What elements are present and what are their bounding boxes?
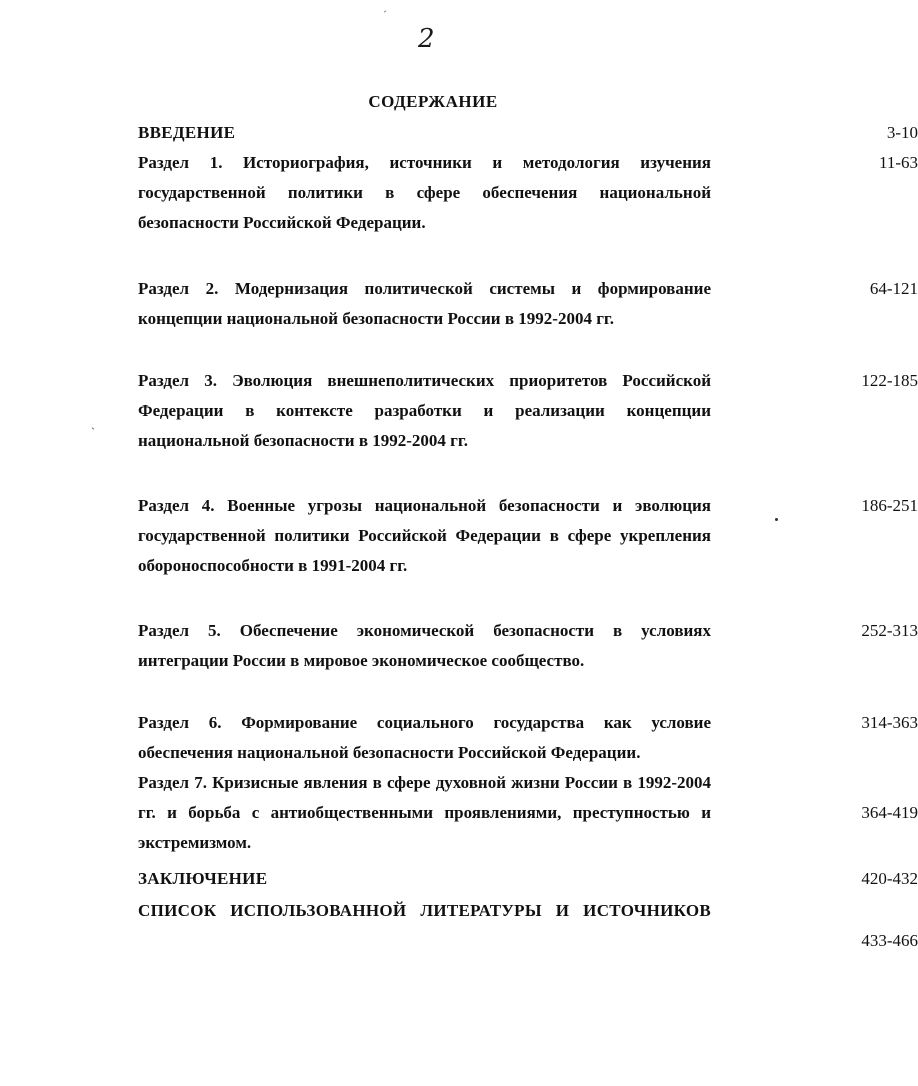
toc-entry-text: ВВЕДЕНИЕ	[138, 123, 236, 142]
toc-entry-section-7	[138, 768, 918, 858]
toc-entry-pages: 3-10	[886, 123, 918, 142]
toc-entry-text: СПИСОК ИСПОЛЬЗОВАННОЙ ЛИТЕРАТУРЫ И ИСТОЧНИКОВ	[138, 901, 711, 920]
page-title: СОДЕРЖАНИЕ	[368, 92, 498, 111]
toc-entry-text: Раздел 1. Историография, источники и методология изучения государственной политики в сфере обеспечения национальной безопасности Российской Федерации.	[138, 153, 711, 232]
toc-entry-pages: 11-63	[878, 153, 918, 172]
toc-entry-pages: 64-121	[869, 279, 918, 298]
toc-entry-pages: 252-313	[861, 621, 918, 640]
toc-entry-pages: 433-466	[861, 931, 918, 950]
toc-entry-text: Раздел 4. Военные угрозы национальной безопасности и эволюция государственной политики Российской Федерации в сфере укрепления обороноспособности в 1991-2004 гг.	[138, 496, 711, 575]
toc-entry-section-2	[138, 274, 918, 334]
toc-entry-section-3	[138, 366, 918, 456]
toc-entry-pages: 364-419	[861, 803, 918, 822]
toc-entry-section-1	[138, 148, 918, 238]
toc-entry-text: Раздел 5. Обеспечение экономической безопасности в условиях интеграции России в мировое экономическое сообщество.	[138, 621, 711, 670]
toc-entry-section-5	[138, 616, 918, 676]
toc-entry-pages: 186-251	[861, 496, 918, 515]
scan-speck: ˎ	[91, 416, 95, 430]
toc-entry-section-4	[138, 491, 918, 581]
toc-entry-conclusion	[138, 864, 918, 894]
toc-entry-text: Раздел 6. Формирование социального государства как условие обеспечения национальной безопасности Российской Федерации.	[138, 713, 711, 762]
toc-entry-text: Раздел 7. Кризисные явления в сфере духовной жизни России в 1992-2004 гг. и борьба с антиобщественными проявлениями, преступностью и экстремизмом.	[138, 773, 711, 852]
toc-entry-section-6	[138, 708, 918, 768]
toc-entry-text: Раздел 3. Эволюция внешнеполитических приоритетов Российской Федерации в контексте разработки и реализации концепции национальной безопасности в 1992-2004 гг.	[138, 371, 711, 450]
toc-entry-bibliography	[138, 896, 918, 950]
toc-entry-text: Раздел 2. Модернизация политической системы и формирование концепции национальной безопасности России в 1992-2004 гг.	[138, 279, 711, 328]
toc-entry-pages: 122-185	[861, 371, 918, 390]
toc-entry-pages: 314-363	[861, 713, 918, 732]
toc-entry-introduction	[138, 118, 918, 148]
pen-mark: ˊ	[383, 8, 387, 22]
toc-entry-text: ЗАКЛЮЧЕНИЕ	[138, 869, 268, 888]
toc-entry-pages: 420-432	[861, 869, 918, 888]
handwritten-page-number: 2	[418, 24, 435, 54]
